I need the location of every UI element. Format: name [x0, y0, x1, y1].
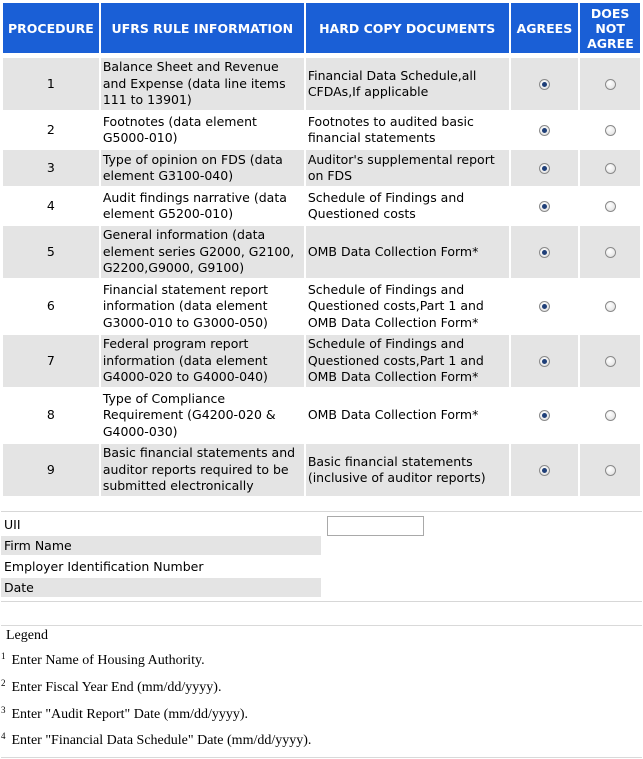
uii-row: [1, 515, 642, 536]
hard-copy-doc: OMB Data Collection Form*: [306, 389, 509, 442]
auditor-info-form: [1, 511, 642, 602]
table-row: [3, 335, 640, 387]
table-row: [3, 188, 640, 224]
hard-copy-doc: Financial Data Schedule,all CFDAs,If applicable: [306, 58, 509, 110]
rule-info: General information (data element series G2000, G2100, G2200,G9000, G9100): [101, 226, 304, 278]
table-row: [3, 150, 640, 186]
uii-input[interactable]: [327, 516, 424, 536]
legend-item: $^1$ Enter Name of Housing Authority.: [1, 651, 205, 668]
date-label: Date: [1, 578, 321, 597]
agrees-radio[interactable]: [539, 465, 550, 476]
rule-info: Type of Compliance Requirement (G4200-020 & G4000-030): [101, 389, 304, 442]
agrees-radio[interactable]: [539, 201, 550, 212]
header-does-not-agree: DOES NOT AGREE: [580, 3, 640, 53]
rule-info: Footnotes (data element G5000-010): [101, 112, 304, 148]
agrees-radio[interactable]: [539, 163, 550, 174]
agrees-radio[interactable]: [539, 247, 550, 258]
table-row: [3, 226, 640, 278]
hard-copy-doc: Basic financial statements (inclusive of auditor reports): [306, 444, 509, 496]
agrees-radio[interactable]: [539, 301, 550, 312]
procedure-number: 9: [3, 444, 99, 496]
procedure-number: 3: [3, 150, 99, 186]
hard-copy-doc: Footnotes to audited basic financial statements: [306, 112, 509, 148]
hard-copy-doc: Schedule of Findings and Questioned costs,Part 1 and OMB Data Collection Form*: [306, 335, 509, 387]
does-not-agree-radio[interactable]: [605, 201, 616, 212]
procedure-number: 5: [3, 226, 99, 278]
procedure-number: 4: [3, 188, 99, 224]
agrees-radio[interactable]: [539, 410, 550, 421]
procedure-number: 7: [3, 335, 99, 387]
does-not-agree-radio[interactable]: [605, 301, 616, 312]
legend-item: $^3$ Enter "Audit Report" Date (mm/dd/yyyy).: [1, 705, 249, 722]
table-row: [3, 58, 640, 110]
hard-copy-doc: Auditor's supplemental report on FDS: [306, 150, 509, 186]
hard-copy-doc: Schedule of Findings and Questioned costs: [306, 188, 509, 224]
procedure-number: 6: [3, 280, 99, 333]
does-not-agree-radio[interactable]: [605, 465, 616, 476]
agrees-radio[interactable]: [539, 125, 550, 136]
ein-label: Employer Identification Number: [4, 559, 204, 574]
procedure-number: 8: [3, 389, 99, 442]
procedure-number: 2: [3, 112, 99, 148]
rule-info: Federal program report information (data element G4000-020 to G4000-040): [101, 335, 304, 387]
firm-name-label: Firm Name: [1, 536, 321, 555]
legend-item: $^2$ Enter Fiscal Year End (mm/dd/yyyy).: [1, 678, 222, 695]
procedure-number: 1: [3, 58, 99, 110]
firm-name-row: [1, 536, 642, 557]
rule-info: Financial statement report information (data element G3000-010 to G3000-050): [101, 280, 304, 333]
header-ufrs-rule: UFRS RULE INFORMATION: [101, 3, 304, 53]
rule-info: Basic financial statements and auditor reports required to be submitted electronically: [101, 444, 304, 496]
does-not-agree-radio[interactable]: [605, 125, 616, 136]
does-not-agree-radio[interactable]: [605, 356, 616, 367]
table-row: [3, 389, 640, 442]
agrees-radio[interactable]: [539, 79, 550, 90]
rule-info: Type of opinion on FDS (data element G3100-040): [101, 150, 304, 186]
ein-row: [1, 557, 642, 578]
rule-info: Balance Sheet and Revenue and Expense (data line items 111 to 13901): [101, 58, 304, 110]
header-procedure: PROCEDURE: [3, 3, 99, 53]
procedure-table: [1, 1, 642, 498]
legend-title: Legend: [6, 628, 48, 643]
does-not-agree-radio[interactable]: [605, 247, 616, 258]
does-not-agree-radio[interactable]: [605, 163, 616, 174]
table-header-row: [3, 3, 640, 53]
table-row: [3, 280, 640, 333]
uii-label: UII: [4, 517, 21, 532]
table-row: [3, 112, 640, 148]
header-agrees: AGREES: [511, 3, 579, 53]
header-hard-copy: HARD COPY DOCUMENTS: [306, 3, 509, 53]
legend: [1, 625, 642, 758]
legend-item: $^4$ Enter "Financial Data Schedule" Date (mm/dd/yyyy).: [1, 731, 312, 748]
rule-info: Audit findings narrative (data element G5200-010): [101, 188, 304, 224]
agrees-radio[interactable]: [539, 356, 550, 367]
hard-copy-doc: OMB Data Collection Form*: [306, 226, 509, 278]
hard-copy-doc: Schedule of Findings and Questioned costs,Part 1 and OMB Data Collection Form*: [306, 280, 509, 333]
date-row: [1, 578, 642, 599]
does-not-agree-radio[interactable]: [605, 410, 616, 421]
table-row: [3, 444, 640, 496]
does-not-agree-radio[interactable]: [605, 79, 616, 90]
